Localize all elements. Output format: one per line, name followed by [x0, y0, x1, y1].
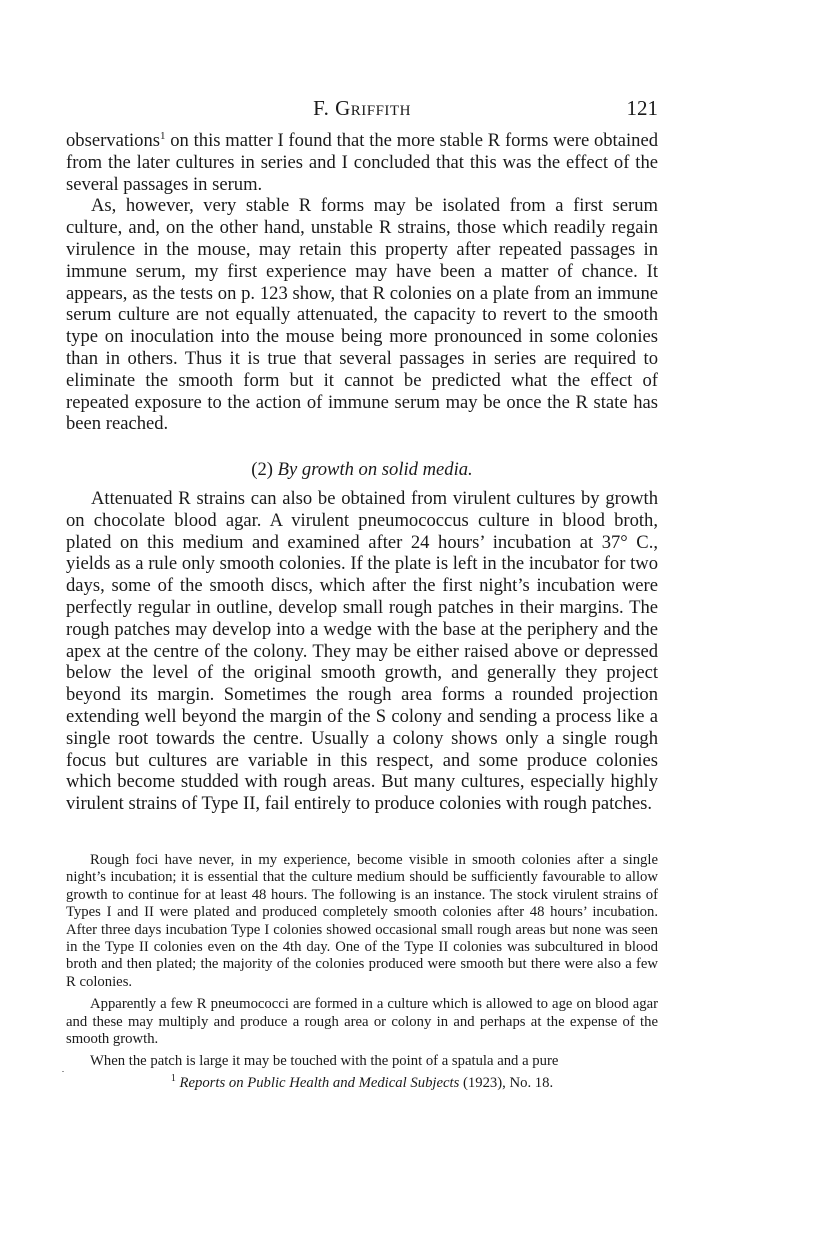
paragraph-text: observations	[66, 130, 160, 151]
section-title: By growth on solid media.	[277, 459, 473, 480]
section-number: (2)	[251, 459, 273, 480]
author-initial: F.	[313, 96, 336, 120]
margin-mark	[62, 1071, 64, 1072]
small-print-notes	[66, 852, 658, 1071]
note-patch: When the patch is large it may be touched with the point of a spatula and a pure	[90, 1053, 559, 1070]
paragraph-serum-passages: As, however, very stable R forms may be isolated from a first serum culture, and, on the other hand, unstable R strains, those which readily regain virulence in the mouse, may retain this property after repeated passages in immune serum, my first experience may have been a matter of chance. It appears, as the tests on p. 123 show, that R colonies on a plate from an immune serum culture are not equally attenuated, the capacity to revert to the smooth type on inoculation into the mouse being more pronounced in some colonies than in others. Thus it is true that several passages in series are required to eliminate the smooth form but it cannot be predicted what the effect of repeated exposure to the action of immune serum may be once the R state has been reached.	[66, 195, 658, 435]
paragraph-text: on this matter I found that the more stable R forms were obtained from the later cultures in series and I concluded that this was the effect of the several passages in serum.	[66, 130, 658, 195]
body-paragraphs-top	[66, 130, 658, 435]
footnote-rest: (1923), No. 18.	[459, 1074, 554, 1091]
footnote-mark: 1	[170, 1073, 176, 1084]
body-paragraphs-section	[66, 488, 658, 815]
author-surname: Griffith	[335, 96, 411, 120]
running-head	[66, 96, 658, 121]
note-r-pneumococci: Apparently a few R pneumococci are formed in a culture which is allowed to age on blood agar and these may multiply and produce a rough area or colony in and perhaps at the expense of the smooth growth.	[66, 996, 658, 1048]
section-heading	[66, 459, 658, 481]
paragraph-solid-media: Attenuated R strains can also be obtained from virulent cultures by growth on chocolate blood agar. A virulent pneumococcus culture in blood broth, plated on this medium and examined after 24 hours’ incubation at 37° C., yields as a rule only smooth colonies. If the plate is left in the incubator for two days, some of the smooth discs, which after the first night’s incubation were perfectly regular in outline, develop small rough patches in their margins. The rough patches may develop into a wedge with the base at the periphery and the apex at the centre of the colony. They may be either raised above or depressed below the level of the original smooth growth, and generally they project beyond its margin. Sometimes the rough area forms a rounded projection extending well beyond the margin of the S colony and sending a process like a single root towards the centre. Usually a colony shows only a single rough focus but cultures are variable in this respect, and some produce colonies which become studded with rough areas. But many cultures, especially highly virulent strains of Type II, fail entirely to produce colonies with rough patches.	[66, 488, 658, 815]
note-rough-foci: Rough foci have never, in my experience, become visible in smooth colonies after a single night’s incubation; it is essential that the culture medium should be sufficiently favourable to allow growth to continue for at least 48 hours. The following is an instance. The stock virulent strains of Types I and II were plated and produced completely smooth colonies after 48 hours’ incubation. After three days incubation Type I colonies showed occasional small rough areas but none was seen in the Type II colonies even on the 4th day. One of the Type II colonies was subcultured in blood broth and then plated; the majority of the colonies produced were smooth but there were also a few R colonies.	[66, 852, 658, 990]
footnote	[66, 1073, 658, 1092]
paragraph-continued	[66, 130, 658, 195]
page-number: 121	[626, 96, 658, 120]
footnote-title: Reports on Public Health and Medical Subjects	[179, 1074, 460, 1091]
page-header	[66, 96, 658, 124]
footnote-reference: 1	[160, 129, 166, 142]
